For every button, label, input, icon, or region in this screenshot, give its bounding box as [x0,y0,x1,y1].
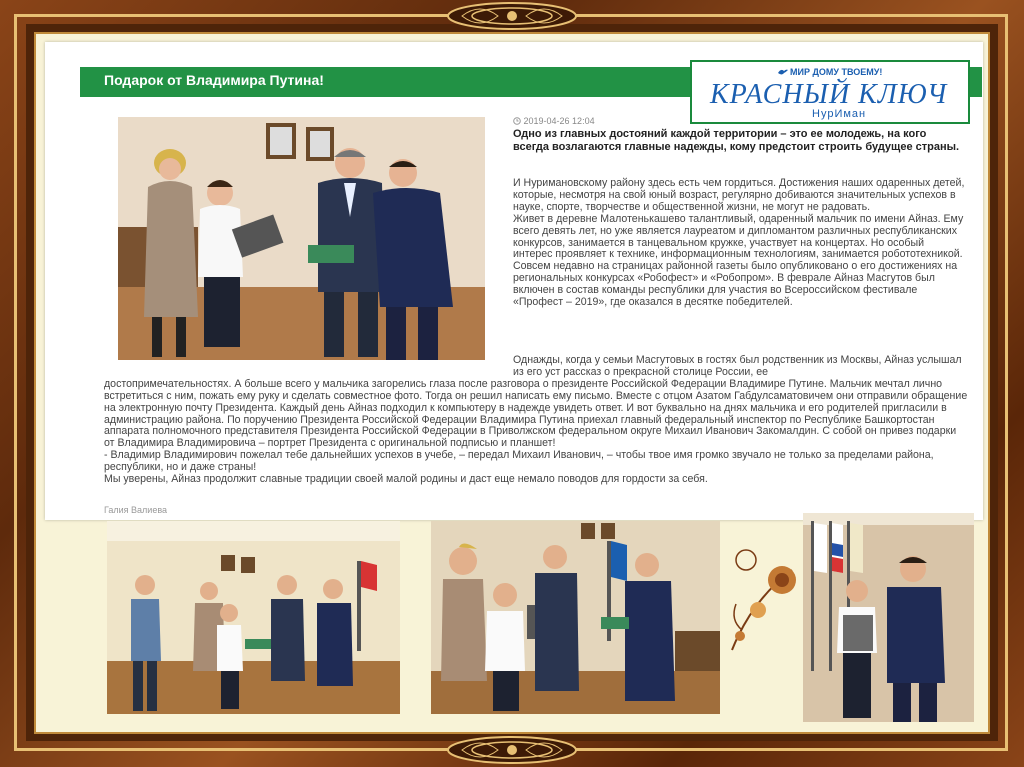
article-body-indented: Однажды, когда у семьи Масгутовых в гостях был родственник из Москвы, Айназ услышал из его уст рассказ о прекрасной столице России, ее [513,354,962,378]
top-ornament-icon [440,0,584,34]
newspaper-logo [690,60,970,124]
article-title: Подарок от Владимира Путина! [104,72,324,88]
article-body-part1: И Нуримановскому району здесь есть чем гордиться. Достижения наших одаренных детей, которые, несмотря на свой юный возраст, регулярно добиваются значительных успехов в науке, спорте, творчестве и общественной жизни, не могут не радовать. Живет в деревне Малотенькашево талантливый, одаренный мальчик по имени Айназ. Ему всего девять лет, но уже является лауреатом и дипломантом различных республиканских конкурсов, занимается в танцевальном кружке, участвует на концертах. Но особый интерес проявляет к технике, информационным технологиям, занимается робототехникой. Совсем недавно на страницах районной газеты было опубликовано о его достижениях на региональных конкурсах «Робофест» и «Робопром». В феврале Айназ Масгутов был включен в состав команды республики для участия во Всероссийском фестивале «Профест – 2019», где оказался в десятке победителей. [513,177,965,309]
publish-date [513,116,595,126]
photo-group-2 [431,521,720,714]
article-body-part2 [104,355,969,486]
photo-group-1 [107,521,400,714]
article-lead: Одно из главных достояний каждой территории – это ее молодежь, на кого всегда возлагаются главные надежды, кому предстоит строить будущее страны. [513,128,960,153]
clock-icon [513,117,521,125]
photo-boy-with-official [803,513,974,722]
bottom-ornament-icon [440,733,584,767]
logo-subtitle: НурИман [812,108,867,120]
publish-date-text: 2019-04-26 12:04 [523,116,595,126]
main-photo [118,117,485,360]
logo-name: КРАСНЫЙ КЛЮЧ [710,79,948,110]
floral-ornament-icon [722,540,814,660]
dove-icon [778,68,788,76]
logo-slogan-text: МИР ДОМУ ТВОЕМУ! [790,67,883,77]
logo-slogan [778,67,882,77]
article-body-text: достопримечательностях. А больше всего у мальчика загорелись глаза после разговора о президенте Российской Федерации Владимире Путине. Мальчик мечтал лично встретиться с ним, пожать ему руку и сделать совместное фото. Тогда он решил написать ему письмо. Вместе с отцом Азатом Габдулсаматовичем они отправили обращение на электронную почту Президента. Каждый день Айназ подходил к компьютеру в надежде увидеть ответ. И вот буквально на днях мальчика и его родителей пригласили в администрацию района. По поручению Президента Российской Федерации Владимира Путина приехал главный федеральный инспектор по Республике Башкортостан аппарата полномочного представителя Президента Российской Федерации в Приволжском федеральном округе Михаил Иванович Закомалдин. С собой он привез подарки от Владимира Владимировича – портрет Президента с оригинальной подписью и планшет! - Владимир Владимирович пожелал тебе дальнейших успехов в учебе, – передал Михаил Иванович, – чтобы твое имя громко звучало не только за пределами района, республики, но и даже страны! Мы уверены, Айназ продолжит славные традиции своей малой родины и даст еще немало поводов для гордости за себя. [104,377,968,486]
article-author: Галия Валиева [104,505,168,515]
